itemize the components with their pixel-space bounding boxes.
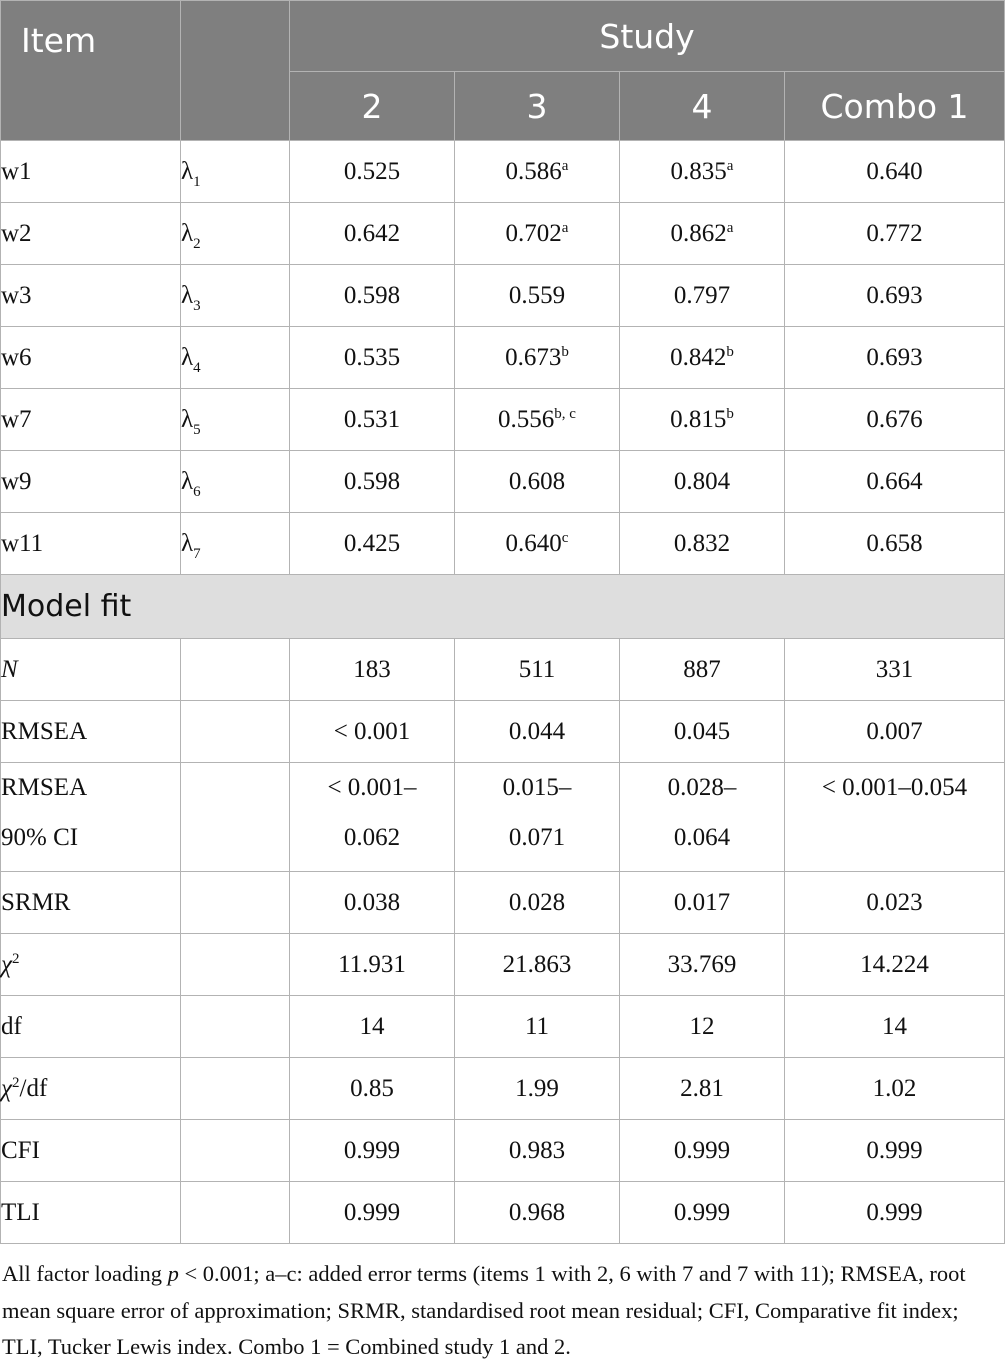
loading-value: 0.835 [670,157,727,185]
loading-value-cell [785,513,1005,575]
loading-value-cell [785,265,1005,327]
error-term-marker: a [726,219,734,236]
fit-value-line: 0.071 [508,824,566,851]
fit-label [1,934,181,996]
item-label: w2 [1,203,181,265]
loading-value: 0.673 [505,343,562,371]
loading-symbol [181,327,290,389]
item-label: w1 [1,141,181,203]
fit-label [1,1120,181,1182]
fit-row [1,1058,1005,1120]
fit-label [1,1058,181,1120]
fit-label-text: df [1,1012,22,1040]
lambda-symbol: λ [181,467,194,495]
fit-value-cell: < 0.001 [290,701,455,763]
fit-value-cell: 0.983 [455,1120,620,1182]
loading-symbol [181,389,290,451]
fit-body [1,639,1005,1244]
loading-row [1,141,1005,203]
item-label: w11 [1,513,181,575]
study-column-header: 4 [620,72,785,141]
fit-value-line: 0.028– [667,774,737,801]
fit-label [1,872,181,934]
model-fit-section-row [1,575,1005,639]
lambda-symbol: λ [181,405,194,433]
lambda-symbol: λ [181,281,194,309]
loading-value-cell [455,513,620,575]
loading-value-cell [785,389,1005,451]
loading-value-cell [290,513,455,575]
fit-row [1,701,1005,763]
fit-value-cell: 14.224 [785,934,1005,996]
fit-row [1,1182,1005,1244]
loading-value: 0.832 [673,529,731,557]
loading-row [1,513,1005,575]
fit-label [1,763,181,872]
footnote-part1: All factor loading [2,1261,168,1286]
error-term-marker: b [726,343,734,360]
item-label: w9 [1,451,181,513]
loading-symbol [181,451,290,513]
empty-symbol-cell [181,763,290,872]
loading-value: 0.608 [508,467,566,495]
fit-value-line: < 0.001–0.054 [821,774,968,801]
loading-row [1,265,1005,327]
loading-value-cell [455,141,620,203]
fit-value-cell: 0.999 [290,1182,455,1244]
symbol-header [181,1,290,141]
fit-label-text: SRMR [1,888,71,916]
fit-label [1,1182,181,1244]
loading-symbol [181,141,290,203]
fit-label [1,701,181,763]
fit-value-cell: 21.863 [455,934,620,996]
loading-value: 0.640 [866,157,923,185]
fit-row [1,934,1005,996]
fit-row [1,1120,1005,1182]
fit-value-cell: 14 [290,996,455,1058]
error-term-marker: b, c [554,405,576,422]
loading-value: 0.586 [505,157,562,185]
loading-value-cell [290,389,455,451]
error-term-marker: b [726,405,734,422]
loading-value-cell [785,203,1005,265]
study-column-header: Combo 1 [785,72,1005,141]
item-label: w6 [1,327,181,389]
loading-value: 0.658 [866,529,923,557]
loading-value-cell [290,451,455,513]
chi-exponent: 2 [12,950,20,967]
loading-value: 0.676 [866,405,923,433]
study-column-header: 2 [290,72,455,141]
lambda-index: 6 [193,483,201,500]
loading-value-cell [455,203,620,265]
footnote-part2: < 0.001; a–c: added error terms (items 1 with 2, 6 with 7 and 7 with 11); RMSEA, root mean square error of approximation; SRMR, standardised root mean residual; CFI, Comparative fit index; TLI, Tucker Lewis index. Combo 1 = Combined study 1 and 2. [2,1261,966,1359]
lambda-index: 4 [193,359,201,376]
loading-symbol [181,203,290,265]
empty-symbol-cell [181,701,290,763]
fit-value-cell: 0.023 [785,872,1005,934]
loading-value: 0.531 [343,405,401,433]
study-header: Study [290,1,1005,72]
lambda-index: 5 [193,421,201,438]
chi-exponent: 2 [12,1074,20,1091]
fit-label-tail: /df [19,1074,48,1102]
loading-value-cell [620,141,785,203]
loading-value-cell [455,265,620,327]
loading-value-cell [290,141,455,203]
fit-value-cell: 0.038 [290,872,455,934]
loading-value: 0.598 [343,467,401,495]
fit-value-cell: 0.999 [620,1182,785,1244]
loading-value: 0.525 [343,157,401,185]
loading-value: 0.842 [670,343,727,371]
fit-label-text: CFI [1,1136,40,1164]
lambda-symbol: λ [181,343,194,371]
loading-value-cell [785,141,1005,203]
loading-value-cell [455,451,620,513]
error-term-marker: b [561,343,569,360]
loading-value: 0.559 [508,281,566,309]
lambda-index: 3 [193,297,201,314]
loading-value: 0.797 [673,281,731,309]
empty-symbol-cell [181,996,290,1058]
fit-value-line: < 0.001– [327,774,417,801]
fit-value-line: 0.062 [343,824,401,851]
fit-value-cell: 0.999 [785,1182,1005,1244]
fit-row [1,996,1005,1058]
loading-value: 0.815 [670,405,727,433]
fit-value-cell: 1.02 [785,1058,1005,1120]
fit-value-cell: 0.044 [455,701,620,763]
loading-value: 0.804 [673,467,731,495]
item-label: w7 [1,389,181,451]
fit-value-cell: 0.028 [455,872,620,934]
fit-label-line: RMSEA [1,774,88,801]
fit-value-cell: 33.769 [620,934,785,996]
loading-value-cell [455,389,620,451]
loading-value-cell [290,265,455,327]
lambda-index: 1 [193,173,201,190]
loading-value-cell [620,265,785,327]
fit-value-cell: 511 [455,639,620,701]
loading-value: 0.535 [343,343,401,371]
loading-value: 0.556 [498,405,555,433]
loading-value-cell [290,203,455,265]
table-footnote [2,1256,1002,1366]
fit-row [1,639,1005,701]
loading-value: 0.862 [670,219,727,247]
error-term-marker: a [561,157,569,174]
study-column-header: 3 [455,72,620,141]
chi-symbol: χ [1,950,12,978]
loading-value-cell [620,203,785,265]
loading-symbol [181,265,290,327]
empty-symbol-cell [181,934,290,996]
empty-symbol-cell [181,1120,290,1182]
loading-value: 0.640 [505,529,562,557]
error-term-marker: c [561,529,569,546]
loading-row [1,203,1005,265]
loading-value: 0.702 [505,219,562,247]
fit-label-text: RMSEA [1,717,88,745]
fit-label-text: TLI [1,1198,40,1226]
fit-value-cell: 0.999 [785,1120,1005,1182]
fit-value-cell: 0.968 [455,1182,620,1244]
loading-value-cell [290,327,455,389]
fit-value-cell: 0.017 [620,872,785,934]
error-term-marker: a [726,157,734,174]
loading-value-cell [785,327,1005,389]
fit-value-cell: 14 [785,996,1005,1058]
fit-value-cell [455,763,620,872]
loading-value: 0.693 [866,343,923,371]
loading-value: 0.425 [343,529,401,557]
error-term-marker: a [561,219,569,236]
fit-value-cell: 11 [455,996,620,1058]
loadings-body [1,141,1005,575]
model-fit-heading: Model fit [1,575,1005,639]
fit-value-cell: 11.931 [290,934,455,996]
loading-row [1,451,1005,513]
loading-row [1,327,1005,389]
lambda-symbol: λ [181,157,194,185]
empty-symbol-cell [181,1058,290,1120]
fit-label [1,996,181,1058]
loading-value-cell [620,327,785,389]
loading-value-cell [620,451,785,513]
lambda-symbol: λ [181,529,194,557]
chi-symbol: χ [1,1074,12,1102]
empty-symbol-cell [181,872,290,934]
fit-value-cell: 0.999 [290,1120,455,1182]
fit-value-cell: 1.99 [455,1058,620,1120]
loading-value-cell [455,327,620,389]
loading-value: 0.642 [343,219,401,247]
lambda-symbol: λ [181,219,194,247]
fit-value-cell: 0.85 [290,1058,455,1120]
fit-value-cell: 12 [620,996,785,1058]
fit-value-cell: 183 [290,639,455,701]
fit-value-cell [620,763,785,872]
fit-label-line: 90% CI [1,824,79,851]
fit-value-cell: 0.045 [620,701,785,763]
fit-label-text: N [1,655,18,683]
fit-value-cell: 2.81 [620,1058,785,1120]
empty-symbol-cell [181,639,290,701]
item-label: w3 [1,265,181,327]
fit-value-line: 0.064 [673,824,731,851]
fit-value-cell: 331 [785,639,1005,701]
loading-symbol [181,513,290,575]
empty-symbol-cell [181,1182,290,1244]
fit-value-line: 0.015– [502,774,572,801]
item-header: Item [1,1,181,141]
fit-label [1,639,181,701]
fit-value-cell: 887 [620,639,785,701]
lambda-index: 2 [193,235,201,252]
loading-value: 0.693 [866,281,923,309]
fit-value-cell [290,763,455,872]
lambda-index: 7 [193,545,201,562]
fit-value-cell [785,763,1005,872]
loading-value-cell [620,389,785,451]
loading-value: 0.772 [866,219,923,247]
fit-value-cell: 0.999 [620,1120,785,1182]
loading-value: 0.598 [343,281,401,309]
loading-value-cell [785,451,1005,513]
fit-row [1,872,1005,934]
loading-row [1,389,1005,451]
fit-value-cell: 0.007 [785,701,1005,763]
footnote-p: p [167,1261,179,1286]
fit-row [1,763,1005,872]
loading-value: 0.664 [866,467,923,495]
loading-value-cell [620,513,785,575]
